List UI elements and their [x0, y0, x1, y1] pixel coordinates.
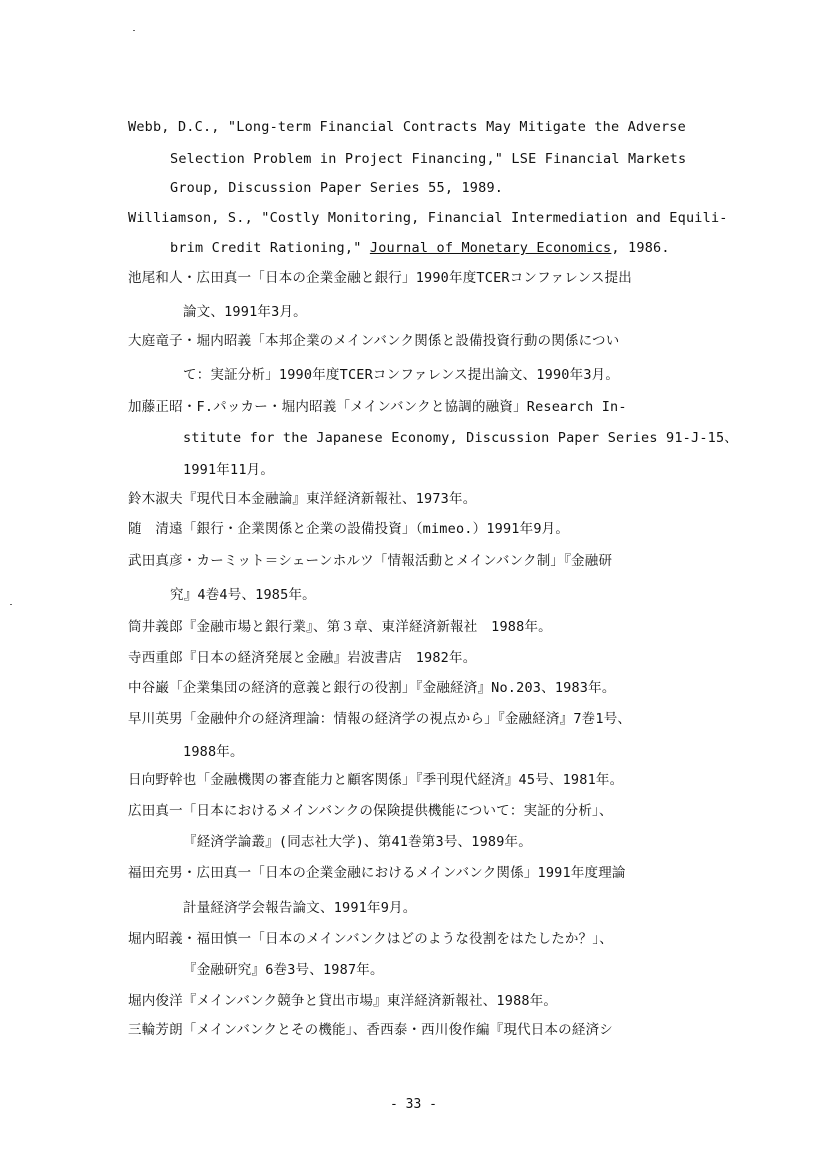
- journal-title: Journal of Monetary Economics: [369, 240, 612, 256]
- reference-line: 池尾和人・広田真一「日本の企業金融と銀行」1990年度TCERコンファレンス提出: [128, 270, 633, 286]
- scan-speck: [133, 30, 135, 31]
- reference-line: 究』4巻4号、1985年。: [170, 587, 316, 603]
- reference-line: 広田真一「日本におけるメインバンクの保険提供機能について：実証的分析」、: [128, 803, 613, 819]
- reference-line: 筒井義郎『金融市場と銀行業』、第３章、東洋経済新報社 1988年。: [128, 619, 552, 635]
- reference-line: 1988年。: [183, 744, 244, 760]
- reference-line: 早川英男「金融仲介の経済理論：情報の経済学の視点から」『金融経済』7巻1号、: [128, 711, 632, 727]
- reference-line: 加藤正昭・F.パッカー・堀内昭義「メインバンクと協調的融資」Research In-: [128, 399, 627, 415]
- reference-line: 堀内俊洋『メインバンク競争と貸出市場』東洋経済新報社、1988年。: [128, 993, 558, 1009]
- reference-line: 三輪芳朗「メインバンクとその機能」、香西泰・西川俊作編『現代日本の経済シ: [128, 1022, 613, 1038]
- reference-line: 大庭竜子・堀内昭義「本邦企業のメインバンク関係と設備投資行動の関係につい: [128, 333, 620, 349]
- reference-line: stitute for the Japanese Economy, Discussion Paper Series 91-J-15、: [183, 430, 738, 446]
- reference-line: て：実証分析」1990年度TCERコンファレンス提出論文、1990年3月。: [183, 367, 620, 383]
- reference-line: Group, Discussion Paper Series 55, 1989.: [170, 180, 504, 196]
- reference-line: Webb, D.C., "Long-term Financial Contracts May Mitigate the Adverse: [128, 119, 686, 135]
- reference-line-journal: brim Credit Rationing," Journal of Monetary Economics, 1986.: [170, 240, 670, 256]
- reference-line: 福田充男・広田真一「日本の企業金融におけるメインバンク関係」1991年度理論: [128, 865, 626, 881]
- reference-line: 日向野幹也「金融機関の審査能力と顧客関係」『季刊現代経済』45号、1981年。: [128, 772, 624, 788]
- reference-line: 寺西重郎『日本の経済発展と金融』岩波書店 1982年。: [128, 650, 477, 666]
- scan-speck: [10, 604, 12, 605]
- reference-line: 計量経済学会報告論文、1991年9月。: [183, 900, 417, 916]
- reference-line: 武田真彦・カーミット＝シェーンホルツ「情報活動とメインバンク制」『金融研: [128, 553, 613, 569]
- reference-line: 随 清遠「銀行・企業関係と企業の設備投資」（mimeo.）1991年9月。: [128, 521, 570, 537]
- reference-line: Selection Problem in Project Financing," LSE Financial Markets: [170, 151, 687, 167]
- reference-line: 『経済学論叢』(同志社大学)、第41巻第3号、1989年。: [183, 834, 532, 850]
- reference-line: 1991年11月。: [183, 462, 275, 478]
- reference-line: Williamson, S., "Costly Monitoring, Financial Intermediation and Equili-: [128, 210, 728, 226]
- reference-line: 堀内昭義・福田慎一「日本のメインバンクはどのような役割をはたしたか？」、: [128, 931, 613, 947]
- reference-line: 鈴木淑夫『現代日本金融論』東洋経済新報社、1973年。: [128, 491, 477, 507]
- page-number: - 33 -: [390, 1097, 437, 1112]
- reference-line: 中谷巌「企業集団の経済的意義と銀行の役割」『金融経済』No.203、1983年。: [128, 680, 616, 696]
- reference-line: 『金融研究』6巻3号、1987年。: [183, 962, 384, 978]
- reference-line: 論文、1991年3月。: [183, 304, 307, 320]
